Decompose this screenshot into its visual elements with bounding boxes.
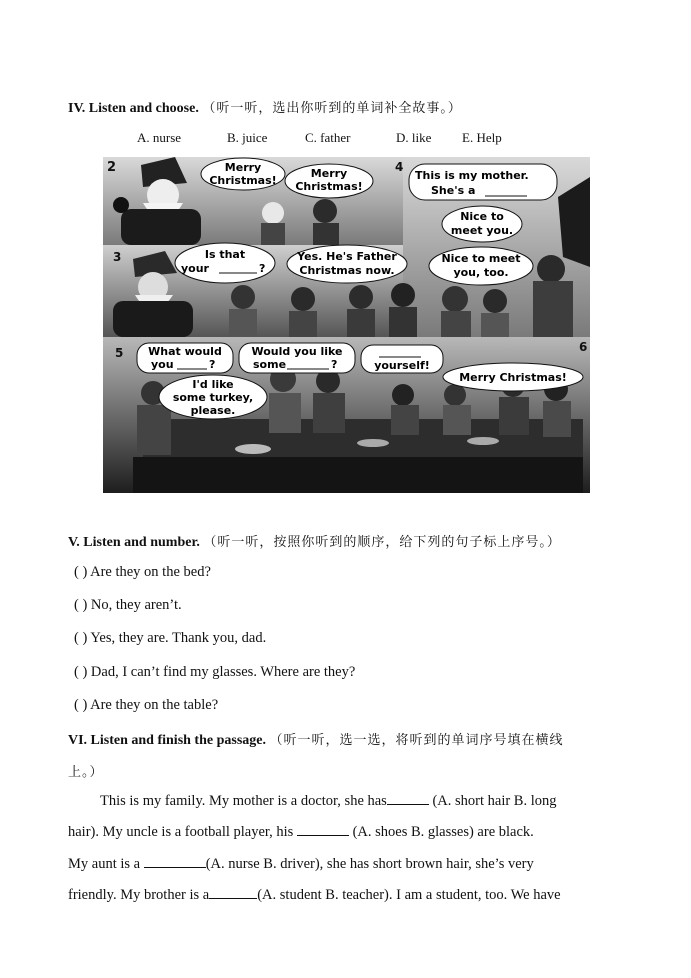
number-item-4: ( ) Dad, I can’t find my glasses. Where are they? bbox=[74, 664, 356, 680]
svg-text:Yes. He's Father: Yes. He's Father bbox=[297, 250, 397, 263]
speech-bubble-6 bbox=[287, 245, 407, 283]
number-item-5: ( ) Are they on the table? bbox=[74, 697, 219, 713]
section-6-instruction-1: （听一听，选一选，将听到的单词序号填在横线 bbox=[269, 733, 564, 748]
svg-text:Christmas!: Christmas! bbox=[209, 174, 277, 187]
speech-bubble-8 bbox=[137, 343, 233, 373]
section-6-heading bbox=[68, 729, 628, 749]
option-c: C. father bbox=[305, 130, 351, 145]
svg-text:please.: please. bbox=[190, 404, 236, 417]
svg-text:Merry: Merry bbox=[224, 161, 262, 174]
svg-text:Is that: Is that bbox=[204, 248, 246, 261]
speech-bubble-4 bbox=[442, 206, 522, 242]
speech-bubble-5 bbox=[175, 243, 275, 283]
svg-text:you: you bbox=[151, 358, 174, 371]
passage-text: (A. student B. teacher). I am a student, too. We have bbox=[257, 887, 561, 903]
answer-blank-1[interactable] bbox=[387, 792, 429, 805]
passage-text: (A. nurse B. driver), she has short brown hair, she’s very bbox=[205, 856, 534, 872]
speech-bubble-9 bbox=[239, 343, 355, 373]
speech-bubble-3 bbox=[409, 164, 557, 200]
svg-text:Christmas!: Christmas! bbox=[295, 180, 363, 193]
speech-bubble-11 bbox=[443, 363, 583, 391]
speech-bubble-7 bbox=[429, 247, 533, 285]
speech-bubble-1 bbox=[201, 158, 285, 190]
svg-text:What would: What would bbox=[148, 345, 222, 358]
svg-text:?: ? bbox=[331, 358, 338, 371]
option-b: B. juice bbox=[227, 130, 268, 145]
number-item-3: ( ) Yes, they are. Thank you, dad. bbox=[74, 630, 267, 646]
option-a: A. nurse bbox=[137, 130, 182, 145]
svg-text:This is my mother.: This is my mother. bbox=[415, 169, 529, 182]
comic-svg bbox=[103, 157, 590, 493]
svg-text:yourself!: yourself! bbox=[374, 359, 430, 372]
number-item-1: ( ) Are they on the bed? bbox=[74, 564, 211, 580]
speech-bubble-12 bbox=[159, 375, 267, 419]
svg-text:Nice to: Nice to bbox=[460, 210, 504, 223]
svg-text:you, too.: you, too. bbox=[453, 266, 509, 279]
passage-text: friendly. My brother is a bbox=[68, 887, 210, 903]
section-5-instruction: （听一听，按照你听到的顺序，给下列的句子标上序号。） bbox=[203, 535, 561, 550]
speech-bubble-10 bbox=[361, 345, 443, 373]
passage-line-3 bbox=[68, 855, 624, 873]
svg-text:some: some bbox=[253, 358, 287, 371]
comic-illustration bbox=[103, 157, 590, 493]
panel-number-5: 5 bbox=[115, 346, 124, 360]
svg-text:Merry: Merry bbox=[310, 167, 348, 180]
panel-number-6: 6 bbox=[579, 340, 588, 354]
option-d: D. like bbox=[396, 130, 432, 145]
svg-text:Christmas now.: Christmas now. bbox=[299, 264, 395, 277]
passage-line-4 bbox=[68, 886, 624, 904]
svg-text:Would you like: Would you like bbox=[251, 345, 343, 358]
passage-text: (A. short hair B. long bbox=[432, 793, 557, 809]
answer-blank-4[interactable] bbox=[209, 886, 257, 899]
passage-text: hair). My uncle is a football player, his bbox=[68, 824, 294, 840]
panel-number-2: 2 bbox=[107, 160, 117, 175]
svg-text:I'd like: I'd like bbox=[192, 378, 234, 391]
answer-blank-2[interactable] bbox=[297, 823, 349, 836]
svg-text:She's a: She's a bbox=[431, 184, 476, 197]
section-5-heading bbox=[68, 531, 561, 551]
svg-text:Nice to meet: Nice to meet bbox=[441, 252, 521, 265]
passage-text: My aunt is a bbox=[68, 856, 141, 872]
section-6-title: VI. Listen and finish the passage. bbox=[68, 733, 266, 748]
number-item-2: ( ) No, they aren’t. bbox=[74, 597, 182, 613]
passage-text: This is my family. My mother is a doctor, she has bbox=[100, 793, 387, 809]
section-4-heading bbox=[68, 97, 462, 117]
svg-text:?: ? bbox=[259, 262, 266, 275]
option-e: E. Help bbox=[462, 130, 502, 145]
speech-bubble-2 bbox=[285, 164, 373, 198]
section-4-title: IV. Listen and choose. bbox=[68, 101, 199, 116]
svg-text:Merry Christmas!: Merry Christmas! bbox=[459, 371, 567, 384]
section-6-instruction-2: 上。） bbox=[68, 765, 104, 780]
panel-number-3: 3 bbox=[113, 250, 122, 264]
passage-text: (A. shoes B. glasses) are black. bbox=[352, 824, 534, 840]
section-4-instruction: （听一听，选出你听到的单词补全故事。） bbox=[202, 101, 462, 116]
svg-text:meet you.: meet you. bbox=[450, 224, 514, 237]
panel-number-4: 4 bbox=[395, 160, 404, 174]
svg-text:?: ? bbox=[209, 358, 216, 371]
svg-text:some turkey,: some turkey, bbox=[172, 391, 254, 404]
passage-line-1 bbox=[100, 792, 624, 810]
answer-blank-3[interactable] bbox=[144, 855, 206, 868]
section-5-title: V. Listen and number. bbox=[68, 535, 200, 550]
passage-line-2 bbox=[68, 823, 624, 841]
svg-text:your: your bbox=[181, 262, 209, 275]
